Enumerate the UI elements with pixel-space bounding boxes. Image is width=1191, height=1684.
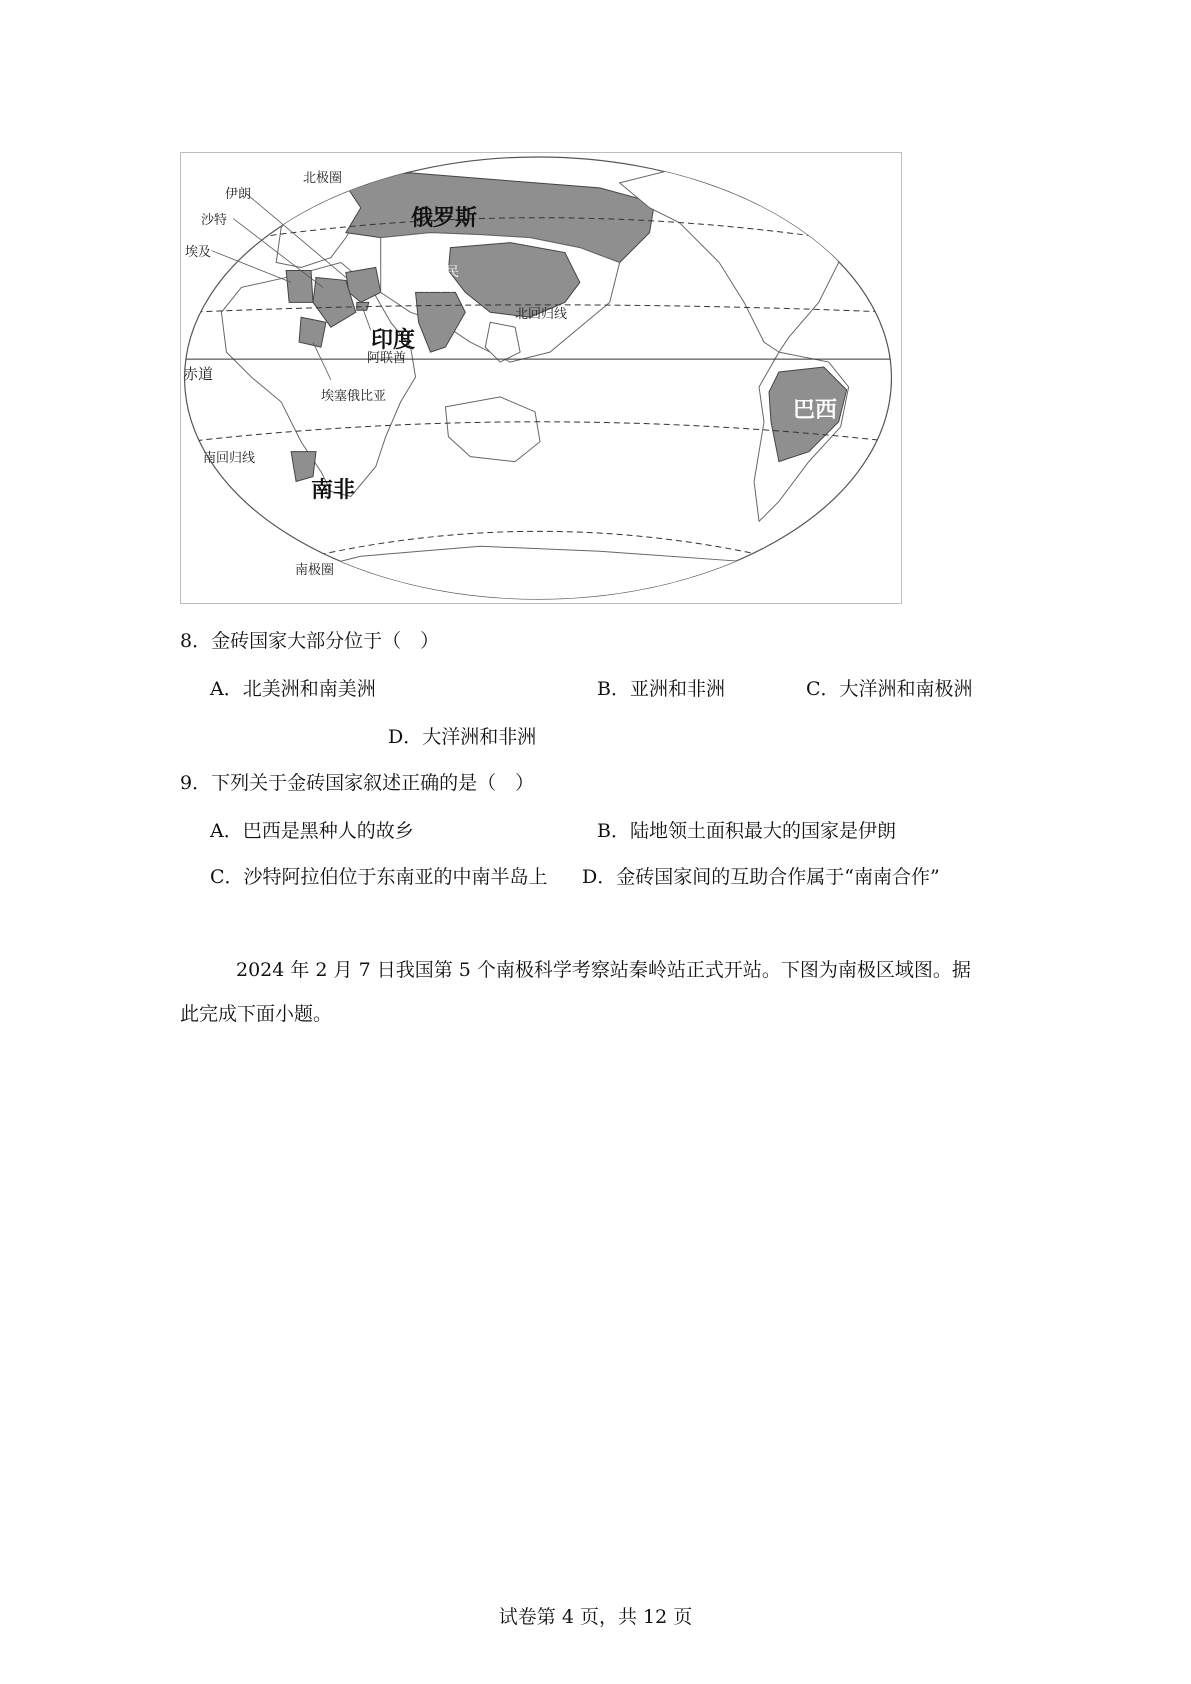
question-8-option-d[interactable]: D．大洋洲和非洲	[388, 726, 537, 748]
ethiopia-shape	[299, 317, 326, 347]
question-8-option-c[interactable]: C．大洋洲和南极洲	[806, 678, 973, 700]
australia-landmass	[445, 397, 540, 462]
label-uae: 阿联酋	[367, 351, 407, 366]
label-ethiopia: 埃塞俄比亚	[321, 389, 387, 404]
label-brazil: 巴西	[793, 398, 838, 423]
question-9-option-b[interactable]: B．陆地领土面积最大的国家是伊朗	[597, 820, 896, 842]
question-9-option-c[interactable]: C．沙特阿拉伯位于东南亚的中南半岛上	[210, 866, 548, 888]
label-iran: 伊朗	[225, 187, 252, 202]
label-tropic-of-cancer: 北回归线	[515, 307, 568, 322]
label-china	[407, 265, 459, 295]
label-equator: 赤道	[183, 365, 214, 383]
question-8-text: 金砖国家大部分位于（ ）	[211, 630, 440, 652]
passage-line-1: 2024 年 2 月 7 日我国第 5 个南极科学考察站秦岭站正式开站。下图为南极区域图。据	[236, 959, 971, 981]
world-map-figure	[180, 152, 902, 604]
egypt-shape	[286, 270, 313, 302]
question-8-number: 8．	[180, 630, 212, 652]
question-9-option-d[interactable]: D．金砖国家间的互助合作属于“南南合作”	[582, 866, 940, 888]
question-9-option-a[interactable]: A．巴西是黑种人的故乡	[210, 820, 414, 842]
label-tropic-of-capricorn: 南回归线	[203, 451, 256, 466]
label-antarctic-circle: 南极圈	[295, 563, 335, 578]
question-8-option-b[interactable]: B．亚洲和非洲	[597, 678, 725, 700]
label-south-africa: 南非	[311, 478, 356, 503]
question-8-option-a[interactable]: A．北美洲和南美洲	[210, 678, 376, 700]
antarctica-landmass	[182, 546, 899, 603]
page-footer: 试卷第 4 页，共 12 页	[498, 1606, 693, 1628]
label-india: 印度	[371, 328, 416, 353]
passage-paragraph	[180, 948, 1018, 1036]
label-russia: 俄罗斯	[411, 206, 478, 231]
passage-line-2: 此完成下面小题。	[180, 1003, 333, 1025]
label-arctic-circle: 北极圈	[303, 171, 343, 186]
label-china-line1: 中华人民	[407, 265, 460, 280]
label-saudi: 沙特	[201, 213, 228, 228]
label-china-line2: 共和国	[413, 280, 453, 295]
question-9-number: 9．	[180, 772, 212, 794]
world-map-svg	[181, 153, 901, 603]
question-9-text: 下列关于金砖国家叙述正确的是（ ）	[211, 772, 535, 794]
north-america-landmass	[620, 163, 839, 352]
question-9-stem	[180, 768, 534, 795]
question-8-stem	[180, 626, 439, 653]
india-shape	[416, 292, 466, 352]
label-egypt: 埃及	[185, 245, 212, 260]
